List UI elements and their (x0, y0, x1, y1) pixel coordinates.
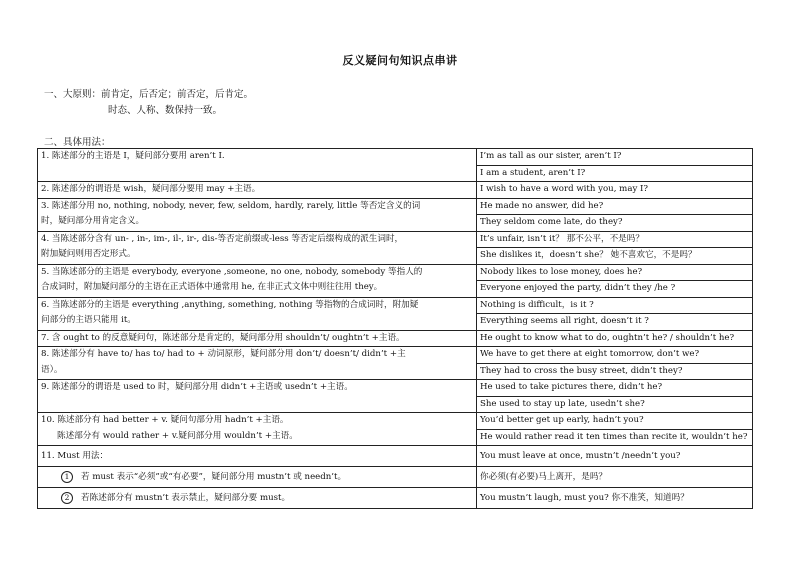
example-text: 你必须(有必要)马上离开，是吗？ (477, 466, 752, 487)
example-cell (477, 231, 753, 264)
example-text: I wish to have a word with you, may I? (480, 184, 649, 194)
example-text: We have to get there at eight tomorrow, don’t we? (480, 349, 700, 359)
example-text: I am a student, aren’t I? (477, 165, 752, 182)
rule-text: 陈述部分有 would rather + v.疑问部分用 wouldn’t +主语。 (57, 430, 298, 441)
circled-number: 2 (61, 492, 73, 504)
rule-cell (38, 330, 477, 347)
example-cell (477, 446, 753, 509)
rule-text: 6. 当陈述部分的主语是 everything ,anything, something, nothing 等指物的合成词时，附加疑 (41, 299, 419, 310)
rule-cell (38, 413, 477, 446)
example-text: Nothing is difficult，is it ? (480, 299, 594, 310)
rule-text: 5. 当陈述部分的主语是 everybody, everyone ,someone, no one, nobody, somebody 等指人的 (41, 266, 423, 277)
circled-number: 1 (61, 471, 73, 483)
rule-text: 若 must 表示“必须”或“有必要”，疑问部分用 mustn’t 或 needn’t。 (81, 472, 347, 482)
rule-cell (38, 198, 477, 231)
principle-line-2: 时态、人称、数保持一致。 (108, 105, 223, 116)
table-row (38, 297, 753, 330)
rule-cell (38, 347, 477, 380)
must-sub-rule (38, 487, 476, 508)
example-cell (477, 413, 753, 446)
rule-text: 1. 陈述部分的主语是 I，疑问部分要用 aren’t I. (41, 151, 225, 161)
rule-cell (38, 264, 477, 297)
example-text: Nobody likes to lose money, does he? (480, 266, 643, 277)
rule-cell (38, 182, 477, 199)
example-text: Everyone enjoyed the party, didn’t they /he ? (477, 280, 752, 297)
table-row (38, 198, 753, 231)
example-text: They seldom come late, do they? (477, 214, 752, 231)
rule-text: 时，疑问部分用肯定含义。 (41, 216, 145, 226)
example-text: He ought to know what to do, oughtn’t he? / shouldn’t he? (480, 332, 735, 343)
rule-text: 若陈述部分有 mustn’t 表示禁止，疑问部分要 must。 (81, 493, 291, 503)
example-cell (477, 330, 753, 347)
rule-text: 语）。 (41, 364, 63, 375)
rule-cell (38, 380, 477, 413)
table-row (38, 149, 753, 182)
table-row (38, 182, 753, 199)
example-text: You must leave at once, mustn’t /needn’t you? (480, 451, 681, 461)
rule-text: 3. 陈述部分用 no, nothing, nobody, never, few, seldom, hardly, rarely, little 等否定含义的词 (41, 200, 421, 211)
table-row (38, 446, 753, 509)
example-cell (477, 198, 753, 231)
example-text: He used to take pictures there, didn’t he? (480, 382, 663, 392)
example-text: She used to stay up late, usedn’t she? (477, 396, 752, 413)
example-text: He would rather read it ten times than recite it, wouldn’t he? (477, 429, 752, 446)
table-row (38, 347, 753, 380)
table-row (38, 413, 753, 446)
rule-text: 7. 含 ought to 的反意疑问句，陈述部分是肯定的，疑问部分用 shouldn’t/ oughtn’t +主语。 (41, 332, 405, 343)
rule-text: 合成词时，附加疑问部分的主语在正式语体中通常用 he, 在非正式文体中则往往用 they。 (41, 282, 383, 292)
example-text: You mustn’t laugh, must you? 你不准笑，知道吗？ (477, 487, 752, 508)
rule-text: 2. 陈述部分的谓语是 wish，疑问部分要用 may +主语。 (41, 184, 261, 194)
example-text: They had to cross the busy street, didn’t they? (477, 363, 752, 380)
example-text: He made no answer, did he? (480, 200, 604, 211)
table-row (38, 264, 753, 297)
example-text: I’m as tall as our sister, aren’t I? (480, 151, 622, 161)
table-row (38, 380, 753, 413)
must-sub-rule (38, 466, 476, 487)
example-cell (477, 182, 753, 199)
table-row (38, 231, 753, 264)
rule-text: 10. 陈述部分有 had better + v. 疑问句部分用 hadn’t +主语。 (41, 415, 289, 425)
principle-line-1: 一、大原则：前肯定，后否定；前否定，后肯定。 (44, 89, 254, 100)
rule-text: 问部分的主语只能用 it。 (41, 315, 136, 325)
usage-table (37, 148, 753, 509)
table-row (38, 330, 753, 347)
example-text: It’s unfair, isn’t it？ 那不公平，不是吗？ (480, 233, 644, 244)
rule-cell (38, 149, 477, 182)
example-cell (477, 297, 753, 330)
example-text: You’d better get up early, hadn’t you? (480, 415, 644, 425)
example-cell (477, 347, 753, 380)
rule-cell (38, 446, 477, 509)
usage-heading: 二、具体用法： (44, 137, 111, 148)
must-heading: 11. Must 用法： (41, 451, 109, 461)
example-cell (477, 149, 753, 182)
example-cell (477, 380, 753, 413)
example-text: Everything seems all right, doesn’t it ? (477, 313, 752, 330)
rule-text: 9. 陈述部分的谓语是 used to 时，疑问部分用 didn’t +主语或 usedn’t +主语。 (41, 382, 353, 392)
rule-cell (38, 297, 477, 330)
example-text: She dislikes it，doesn’t she？ 她不喜欢它，不是吗？ (477, 247, 752, 264)
rule-text: 4. 当陈述部分含有 un- , in-, im-, il-, ir-, dis-等否定前缀或-less 等否定后缀构成的派生词时， (41, 233, 404, 244)
example-cell (477, 264, 753, 297)
page-title: 反义疑问句知识点串讲 (342, 54, 458, 67)
rule-text: 附加疑问则用否定形式。 (41, 249, 136, 259)
rule-cell (38, 231, 477, 264)
rule-text: 8. 陈述部分有 have to/ has to/ had to + 动词原形，疑问部分用 don’t/ doesn’t/ didn’t +主 (41, 349, 406, 359)
